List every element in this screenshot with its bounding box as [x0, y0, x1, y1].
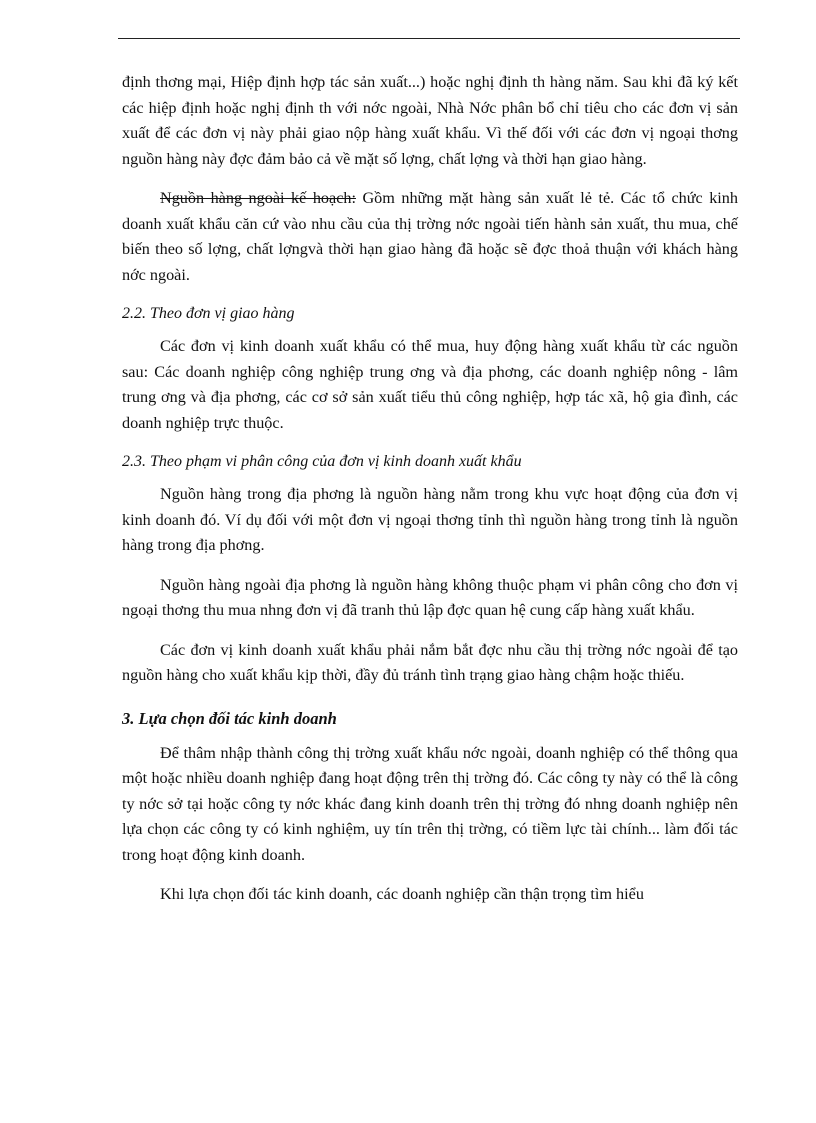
- paragraph-non-local-goods: Nguồn hàng ngoài địa phơng là nguồn hàng không thuộc phạm vi phân công cho đơn vị ngoại thơng thu mua nhng đơn vị đã tranh thủ lập đợc quan hệ cung cấp hàng xuất khẩu.: [122, 575, 738, 619]
- paragraph-partner-caution: Khi lựa chọn đối tác kinh doanh, các doanh nghiệp cần thận trọng tìm hiểu: [160, 885, 644, 903]
- off-plan-text: Gồm những mặt hàng sản xuất lẻ tẻ. Các tổ chức kinh doanh xuất khẩu căn cứ vào nhu cầu của thị trờng nớc ngoài tiến hành sản xuất, thu mua, chế biến theo số lợng, chất lợngvà thời hạn giao hàng đã hoặc sẽ đợc thoả thuận với khách hàng nớc ngoài.: [122, 189, 738, 284]
- paragraph-market-demand: Các đơn vị kinh doanh xuất khẩu phải nắm bắt đợc nhu cầu thị trờng nớc ngoài để tạo nguồn hàng cho xuất khẩu kịp thời, đầy đủ tránh tình trạng giao hàng chậm hoặc thiếu.: [122, 640, 738, 684]
- paragraph-off-plan-goods: [122, 186, 738, 288]
- document-body: [122, 70, 738, 908]
- heading-3: 3. Lựa chọn đối tác kinh doanh: [122, 708, 337, 728]
- header-rule: [118, 38, 740, 39]
- paragraph-suppliers: Các đơn vị kinh doanh xuất khẩu có thể mua, huy động hàng xuất khẩu từ các nguồn sau: Các doanh nghiệp công nghiệp trung ơng và địa phơng, các doanh nghiệp nông - lâm trung ơng và địa phơng, các cơ sở sản xuất tiểu thủ công nghiệp, hợp tác xã, hộ gia đình, các doanh nghiệp trực thuộc.: [122, 337, 738, 432]
- heading-2-3: 2.3. Theo phạm vi phân công của đơn vị kinh doanh xuất khẩu: [122, 453, 522, 470]
- off-plan-lead: Nguồn hàng ngoài kế hoạch:: [160, 189, 356, 207]
- heading-2-2: 2.2. Theo đơn vị giao hàng: [122, 305, 295, 322]
- paragraph-partner-selection: Để thâm nhập thành công thị trờng xuất khẩu nớc ngoài, doanh nghiệp có thể thông qua một hoặc nhiều doanh nghiệp đang hoạt động trên thị trờng đó. Các công ty này có thể là công ty nớc sở tại hoặc công ty nớc khác đang kinh doanh trên thị trờng đó nhng doanh nghiệp nên lựa chọn các công ty có kinh nghiệm, uy tín trên thị trờng, có tiềm lực tài chính... làm đối tác trong hoạt động kinh doanh.: [122, 743, 738, 864]
- paragraph-local-goods: Nguồn hàng trong địa phơng là nguồn hàng nằm trong khu vực hoạt động của đơn vị kinh doanh đó. Ví dụ đối với một đơn vị ngoại thơng tỉnh thì nguồn hàng trong tỉnh là nguồn hàng trong địa phơng.: [122, 485, 738, 554]
- paragraph-plan-goods: định thơng mại, Hiệp định hợp tác sản xuất...) hoặc nghị định th hàng năm. Sau khi đã ký kết các hiệp định hoặc nghị định th với nớc ngoài, Nhà Nớc phân bổ chỉ tiêu cho các đơn vị sản xuất để các đơn vị này phải giao nộp hàng xuất khẩu. Vì thế đối với các đơn vị ngoại thơng nguồn hàng này đợc đảm bảo cả về mặt số lợng, chất lợng và thời hạn giao hàng.: [122, 73, 738, 168]
